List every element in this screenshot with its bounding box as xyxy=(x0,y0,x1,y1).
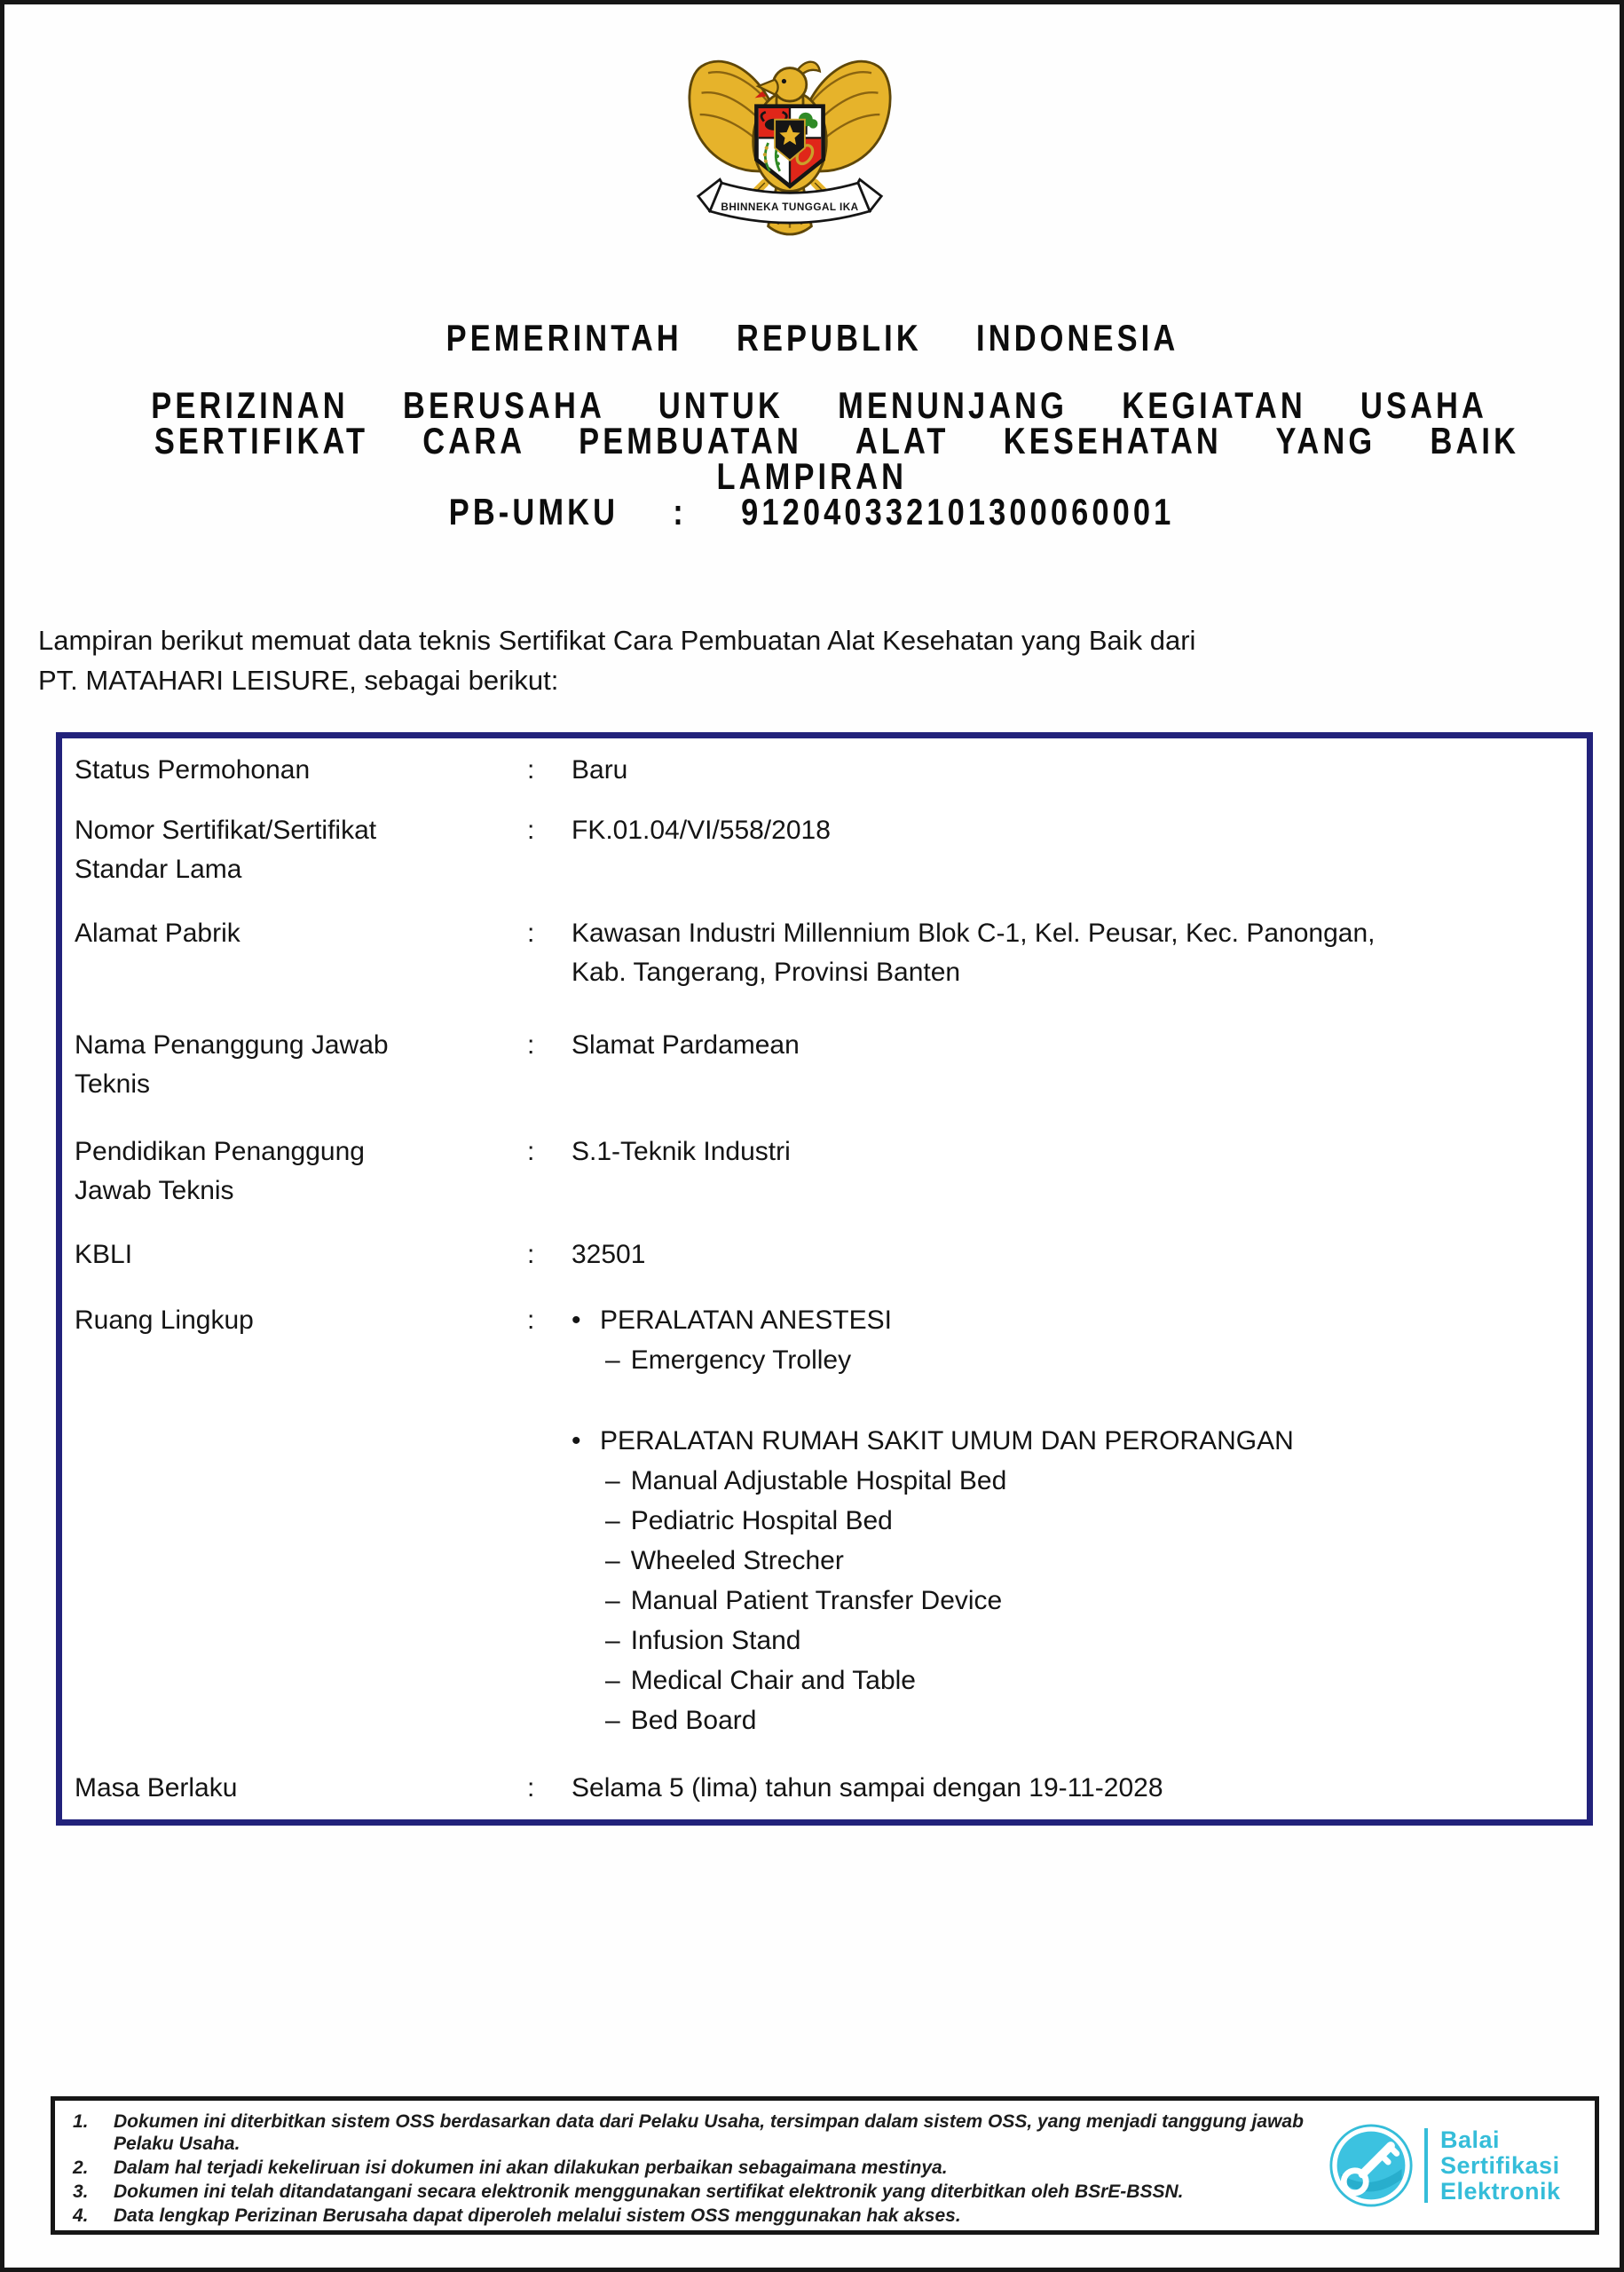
bullet-glyph: • xyxy=(572,1426,581,1456)
row-colon: : xyxy=(527,1306,535,1335)
row-value: Kawasan Industri Millennium Blok C-1, Kel. Peusar, Kec. Panongan, Kab. Tangerang, Provinsi Banten xyxy=(572,919,1376,987)
scope-item: – Infusion Stand xyxy=(572,1621,1574,1661)
intro-line-1: Lampiran berikut memuat data teknis Sertifikat Cara Pembuatan Alat Kesehatan yang Baik dari xyxy=(38,625,1196,656)
certificate-data-table xyxy=(56,732,1593,1826)
scope-item: – Manual Patient Transfer Device xyxy=(572,1581,1574,1621)
footer-note-4: 4. Data lengkap Perizinan Berusaha dapat diperoleh melalui sistem OSS menggunakan hak akses. xyxy=(73,2205,961,2226)
logo-separator xyxy=(1424,2128,1428,2203)
row-label: Nama Penanggung Jawab Teknis xyxy=(75,1030,389,1099)
key-icon xyxy=(1328,2123,1414,2208)
table-row-alamat-pabrik xyxy=(75,914,1574,992)
scope-item: – Wheeled Strecher xyxy=(572,1541,1574,1581)
garuda-pancasila-emblem xyxy=(682,35,898,251)
intro-paragraph xyxy=(38,620,1195,700)
scope-group-rumah-sakit xyxy=(572,1422,1574,1740)
row-colon: : xyxy=(527,755,535,785)
scope-group-title: PERALATAN RUMAH SAKIT UMUM DAN PERORANGAN xyxy=(600,1426,1294,1456)
dash-glyph: – xyxy=(605,1546,620,1575)
dash-glyph: – xyxy=(605,1506,620,1535)
scope-item: – Pediatric Hospital Bed xyxy=(572,1501,1574,1541)
row-label: Status Permohonan xyxy=(75,755,311,785)
dash-glyph: – xyxy=(605,1666,620,1695)
row-colon: : xyxy=(527,816,535,845)
row-colon: : xyxy=(527,1030,535,1060)
dash-glyph: – xyxy=(605,1626,620,1655)
dash-glyph: – xyxy=(605,1586,620,1615)
note-number: 1. xyxy=(73,2111,89,2132)
row-label: Pendidikan Penanggung Jawab Teknis xyxy=(75,1137,365,1205)
title-line-3: LAMPIRAN xyxy=(716,455,908,497)
dash-glyph: – xyxy=(605,1466,620,1495)
scope-item: – Medical Chair and Table xyxy=(572,1661,1574,1700)
table-row-nomor-sertifikat xyxy=(75,811,1574,889)
scope-item: – Manual Adjustable Hospital Bed xyxy=(572,1461,1574,1501)
scope-item: – Bed Board xyxy=(572,1700,1574,1740)
banner-text: BHINNEKA TUNGGAL IKA xyxy=(721,201,859,214)
scope-group-anestesi xyxy=(572,1301,1574,1380)
row-value: 32501 xyxy=(572,1240,646,1269)
row-value: FK.01.04/VI/558/2018 xyxy=(572,816,831,845)
row-colon: : xyxy=(527,1773,535,1803)
row-label: Masa Berlaku xyxy=(75,1773,238,1803)
table-row-kbli xyxy=(75,1235,1574,1274)
government-title-text: PEMERINTAH REPUBLIK INDONESIA xyxy=(445,317,1179,359)
bsre-logo xyxy=(1328,2101,1595,2230)
dash-glyph: – xyxy=(605,1706,620,1735)
footer-notes-list xyxy=(55,2101,1328,2230)
dash-glyph: – xyxy=(605,1345,620,1375)
footer-note-1: 1. Dokumen ini diterbitkan sistem OSS berdasarkan data dari Pelaku Usaha, tersimpan dalam sistem OSS, yang menjadi tanggung jawab Pelaku Usaha. xyxy=(73,2111,1304,2154)
row-colon: : xyxy=(527,919,535,948)
footer-notes-box xyxy=(51,2096,1599,2235)
document-title xyxy=(4,384,1620,532)
row-colon: : xyxy=(527,1240,535,1269)
footer-note-3: 3. Dokumen ini telah ditandatangani secara elektronik menggunakan sertifikat elektronik yang diterbitkan oleh BSrE-BSSN. xyxy=(73,2181,1184,2202)
row-label: KBLI xyxy=(75,1240,133,1269)
row-value: Selama 5 (lima) tahun sampai dengan 19-11-2028 xyxy=(572,1773,1163,1803)
row-value: Slamat Pardamean xyxy=(572,1030,800,1060)
row-value-scope xyxy=(572,1301,1574,1740)
intro-line-2: PT. MATAHARI LEISURE, sebagai berikut: xyxy=(38,665,559,696)
row-colon: : xyxy=(527,1137,535,1166)
logo-text: Balai Sertifikasi Elektronik xyxy=(1440,2126,1561,2205)
table-row-ruang-lingkup xyxy=(75,1301,1574,1740)
row-label: Nomor Sertifikat/Sertifikat Standar Lama xyxy=(75,816,377,884)
table-row-pendidikan xyxy=(75,1132,1574,1211)
garuda-emblem-graphic xyxy=(682,35,898,251)
scope-group-title: PERALATAN ANESTESI xyxy=(600,1306,892,1335)
pb-umku-number: PB-UMKU : 912040332101300060001 xyxy=(449,491,1175,532)
footer-note-2: 2. Dalam hal terjadi kekeliruan isi dokumen ini akan dilakukan perbaikan sebagaimana mestinya. xyxy=(73,2158,948,2178)
table-row-status xyxy=(75,751,1574,790)
row-value: Baru xyxy=(572,755,628,785)
table-row-masa-berlaku xyxy=(75,1769,1574,1808)
table-row-nama-penanggung-jawab xyxy=(75,1026,1574,1104)
note-number: 3. xyxy=(73,2181,89,2202)
scope-item: – Emergency Trolley xyxy=(572,1340,1574,1380)
title-line-2: SERTIFIKAT CARA PEMBUATAN ALAT KESEHATAN YANG BAIK xyxy=(154,420,1520,462)
row-value: S.1-Teknik Industri xyxy=(572,1137,791,1166)
title-line-1: PERIZINAN BERUSAHA UNTUK MENUNJANG KEGIATAN USAHA xyxy=(151,384,1487,426)
government-title xyxy=(4,317,1620,359)
note-number: 4. xyxy=(73,2205,89,2226)
note-number: 2. xyxy=(73,2158,89,2178)
row-label: Ruang Lingkup xyxy=(75,1306,254,1335)
bullet-glyph: • xyxy=(572,1306,581,1335)
row-label: Alamat Pabrik xyxy=(75,919,240,948)
